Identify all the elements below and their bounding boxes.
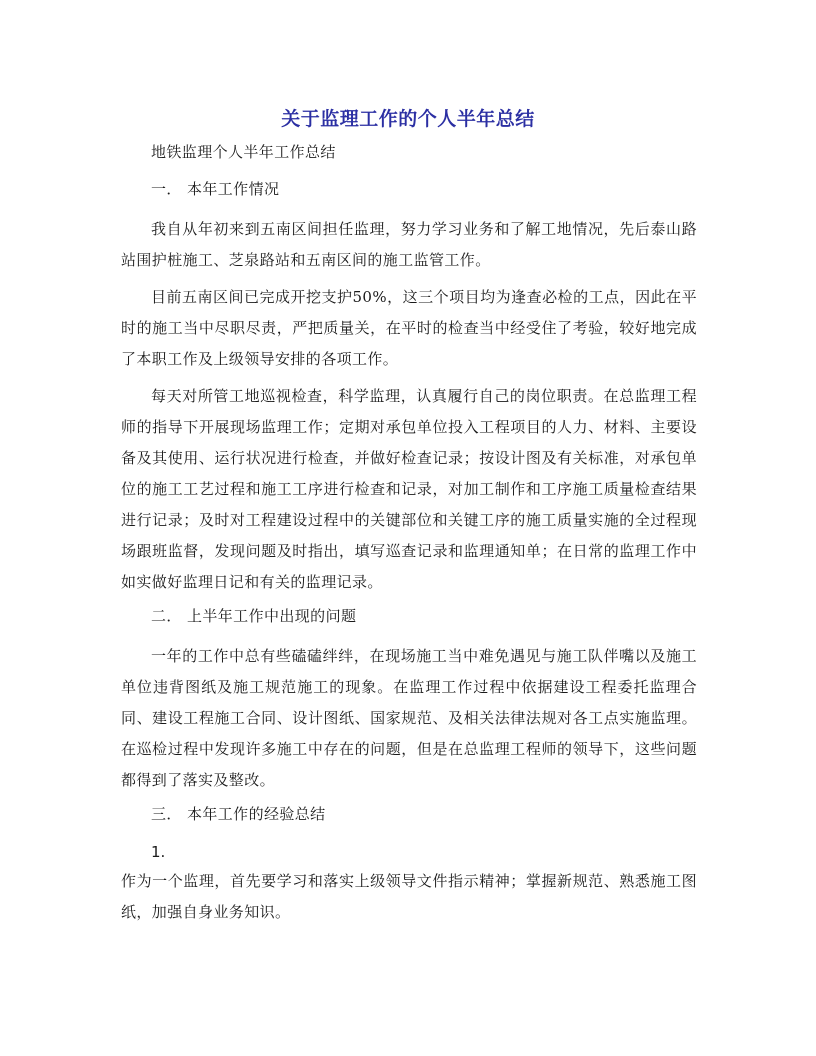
- document-title: 关于监理工作的个人半年总结: [281, 108, 535, 130]
- list-item-text: 作为一个监理，首先要学习和落实上级领导文件指示精神；掌握新规范、熟悉施工图纸，加强自身业务知识。: [121, 872, 697, 921]
- section-2-paragraph-1: 一年的工作中总有些磕磕绊绊，在现场施工当中难免遇见与施工队伴嘴以及施工单位违背图纸及施工规范施工的现象。在监理工作过程中依据建设工程委托监理合同、建设工程施工合同、设计图纸、国家规范、及相关法律法规对各工点实施监理。在巡检过程中发现许多施工中存在的问题，但是在总监理工程师的领导下，这些问题都得到了落实及整改。: [121, 647, 697, 789]
- section-1-paragraph-1: 我自从年初来到五南区间担任监理，努力学习业务和了解工地情况，先后泰山路站围护桩施工、芝泉路站和五南区间的施工监管工作。: [121, 220, 697, 269]
- section-heading-2: 二． 上半年工作中出现的问题: [151, 607, 357, 625]
- section-heading-3: 三． 本年工作的经验总结: [151, 805, 326, 823]
- list-item-number: 1.: [151, 843, 166, 861]
- section-heading-1: 一． 本年工作情况: [151, 180, 280, 198]
- section-1-paragraph-2: 目前五南区间已完成开挖支护50%，这三个项目均为逢查必检的工点，因此在平时的施工当中尽职尽责，严把质量关，在平时的检查当中经受住了考验，较好地完成了本职工作及上级领导安排的各项工作。: [121, 288, 697, 368]
- section-1-paragraph-3: 每天对所管工地巡视检查，科学监理，认真履行自己的岗位职责。在总监理工程师的指导下开展现场监理工作；定期对承包单位投入工程项目的人力、材料、主要设备及其使用、运行状况进行检查，并做好检查记录；按设计图及有关标准，对承包单位的施工工艺过程和施工工序进行检查和记录，对加工制作和工序施工质量检查结果进行记录；及时对工程建设过程中的关键部位和关键工序的施工质量实施的全过程现场跟班监督，发现问题及时指出，填写巡查记录和监理通知单；在日常的监理工作中如实做好监理日记和有关的监理记录。: [121, 387, 697, 591]
- document-subtitle: 地铁监理个人半年工作总结: [151, 143, 336, 161]
- document-body: [121, 140, 697, 928]
